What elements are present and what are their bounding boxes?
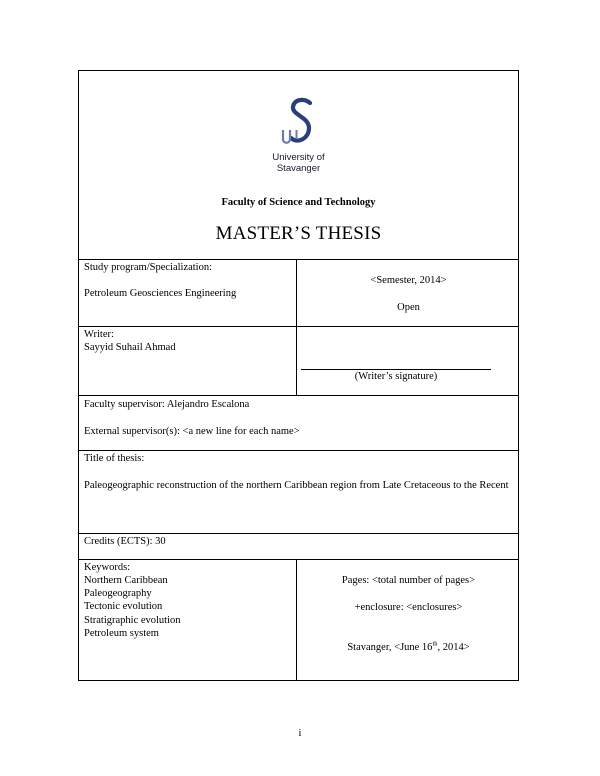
logo-line-1: University of	[272, 152, 325, 163]
semester-value: <Semester, 2014>	[370, 275, 447, 286]
keyword-item: Tectonic evolution	[84, 601, 163, 612]
page-title: MASTER’S THESIS	[215, 223, 382, 244]
writer-name: Sayyid Suhail Ahmad	[84, 342, 176, 353]
keyword-item: Northern Caribbean	[84, 575, 168, 586]
logo-text	[79, 152, 518, 174]
uis-logo-icon	[276, 97, 322, 149]
thesis-front-page-frame	[78, 70, 519, 681]
university-logo	[79, 97, 518, 174]
signature-line	[301, 369, 491, 370]
divider	[79, 559, 518, 560]
keyword-item: Stratigraphic evolution	[84, 615, 181, 626]
thesis-title-value: Paleogeographic reconstruction of the northern Caribbean region from Late Cretaceous to the Recent	[84, 480, 509, 491]
divider	[79, 395, 518, 396]
pages-count: Pages: <total number of pages>	[341, 575, 476, 586]
place-date-prefix: Stavanger, <June 16	[347, 642, 433, 653]
divider	[79, 533, 518, 534]
page-number: i	[298, 728, 302, 739]
place-date-suffix: , 2014>	[437, 642, 470, 653]
divider	[79, 450, 518, 451]
front-page-header	[79, 71, 518, 260]
study-program-value: Petroleum Geosciences Engineering	[84, 288, 237, 299]
keywords-label: Keywords:	[84, 562, 131, 573]
enclosures: +enclosure: <enclosures>	[354, 602, 463, 613]
external-supervisor: External supervisor(s): <a new line for each name>	[84, 426, 300, 437]
thesis-title-label: Title of thesis:	[84, 453, 145, 464]
credits: Credits (ECTS): 30	[84, 536, 166, 547]
divider	[79, 259, 518, 260]
faculty-supervisor: Faculty supervisor: Alejandro Escalona	[84, 399, 250, 410]
place-date-ordinal: th	[432, 640, 438, 648]
signature-label: (Writer’s signature)	[354, 371, 438, 382]
keyword-item: Paleogeography	[84, 588, 152, 599]
place-date	[297, 642, 520, 655]
logo-line-2: Stavanger	[276, 163, 321, 174]
keyword-item: Petroleum system	[84, 628, 159, 639]
access-value: Open	[397, 302, 420, 313]
writer-label: Writer:	[84, 329, 114, 340]
faculty-name: Faculty of Science and Technology	[221, 197, 376, 208]
divider	[79, 326, 518, 327]
study-program-label: Study program/Specialization:	[84, 262, 213, 273]
